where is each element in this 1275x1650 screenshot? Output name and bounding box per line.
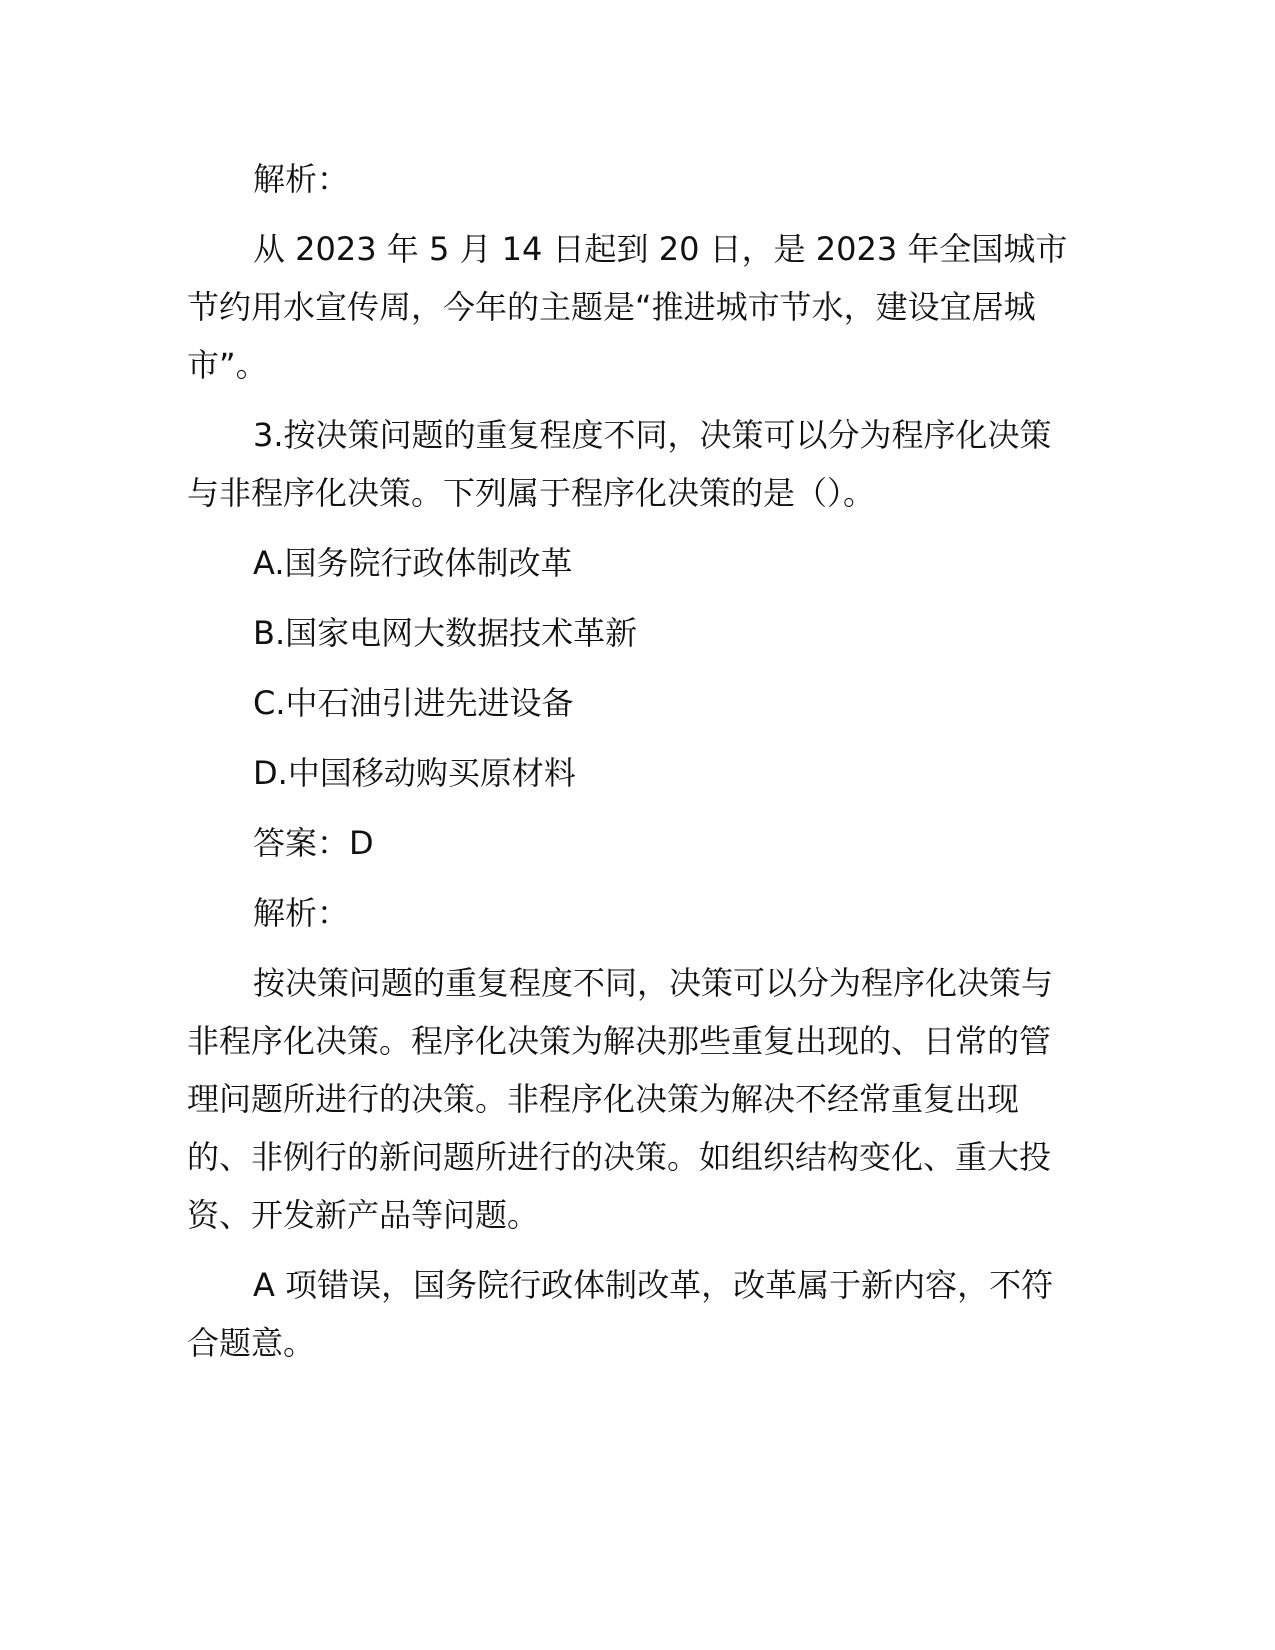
analysis-label-text: 解析：: [253, 160, 350, 198]
text-line: 市”。: [187, 346, 268, 384]
option-d-text: D.中国移动购买原材料: [253, 754, 576, 792]
answer-text: 答案：D: [253, 824, 374, 862]
text-line: 3.按决策问题的重复程度不同，决策可以分为程序化决策: [253, 416, 1052, 454]
text-line: 从 2023 年 5 月 14 日起到 20 日，是 2023 年全国城市: [253, 230, 1068, 268]
analysis-label-text: 解析：: [253, 894, 350, 932]
analysis-label: [187, 884, 1087, 942]
analysis-label: [187, 150, 1087, 208]
text-line: 资、开发新产品等问题。: [187, 1196, 540, 1234]
text-line: 的、非例行的新问题所进行的决策。如组织结构变化、重大投: [187, 1138, 1052, 1176]
text-line: 理问题所进行的决策。非程序化决策为解决不经常重复出现: [187, 1080, 1020, 1118]
option-d: [187, 744, 1087, 802]
option-analysis-paragraph: [187, 1256, 1087, 1372]
text-line: 与非程序化决策。下列属于程序化决策的是（）。: [187, 474, 876, 512]
option-b: [187, 604, 1087, 662]
option-a: [187, 534, 1087, 592]
option-b-text: B.国家电网大数据技术革新: [253, 614, 638, 652]
document-page: [187, 150, 1087, 1384]
answer: [187, 814, 1087, 872]
option-c-text: C.中石油引进先进设备: [253, 684, 574, 722]
text-line: 合题意。: [187, 1324, 316, 1362]
analysis-paragraph: [187, 954, 1087, 1244]
option-c: [187, 674, 1087, 732]
text-line: 按决策问题的重复程度不同，决策可以分为程序化决策与: [253, 964, 1054, 1002]
text-line: 节约用水宣传周，今年的主题是“推进城市节水，建设宜居城: [187, 288, 1036, 326]
question-stem: [187, 406, 1087, 522]
text-line: A 项错误，国务院行政体制改革，改革属于新内容，不符: [253, 1266, 1054, 1304]
option-a-text: A.国务院行政体制改革: [253, 544, 573, 582]
analysis-paragraph: [187, 220, 1087, 394]
text-line: 非程序化决策。程序化决策为解决那些重复出现的、日常的管: [187, 1022, 1052, 1060]
